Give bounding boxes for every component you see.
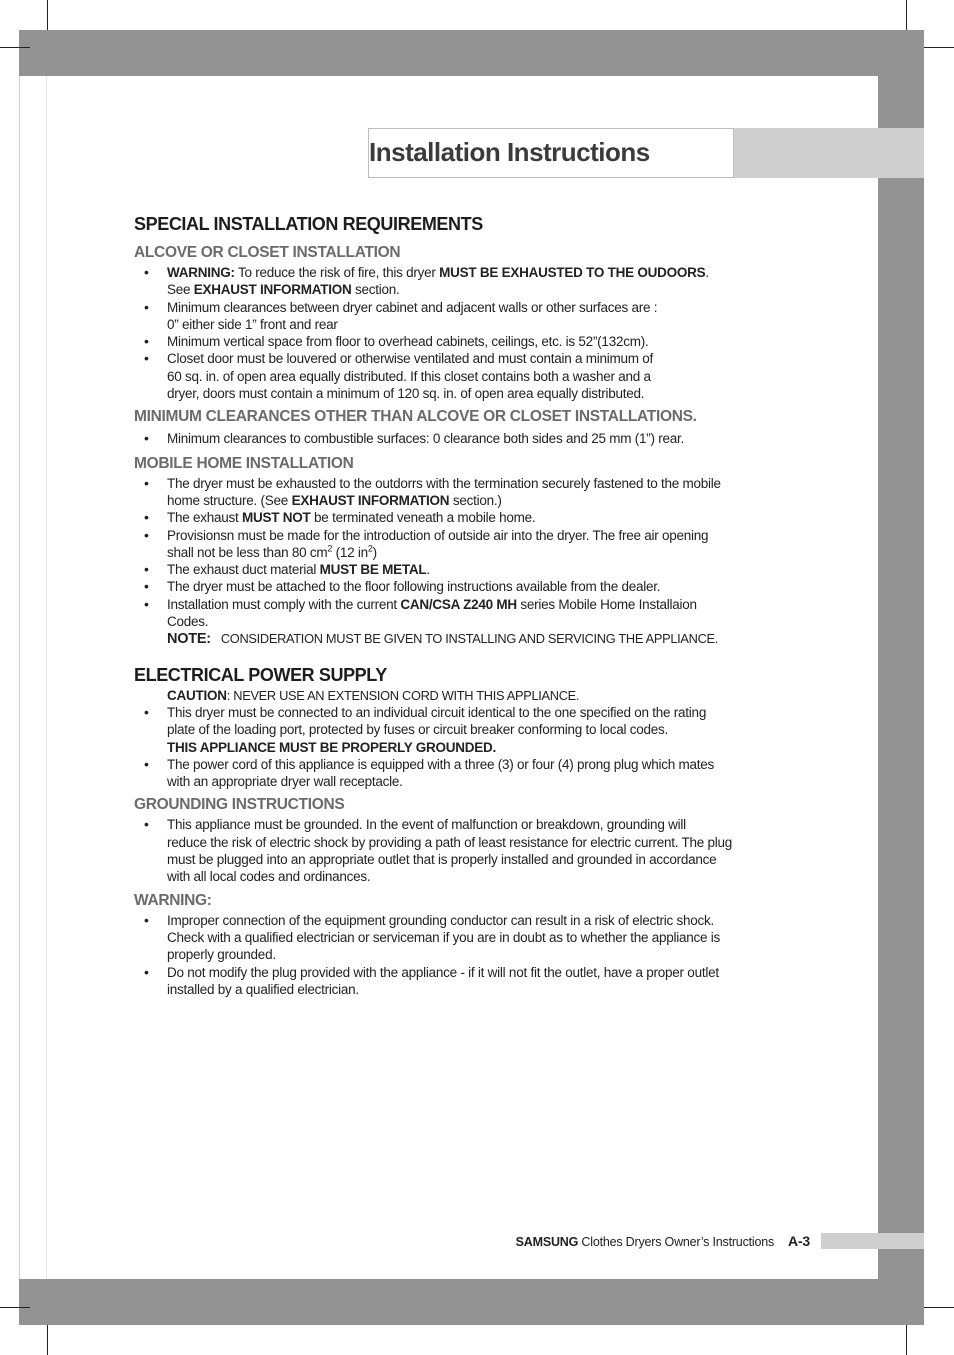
list-item: • The dryer must be attached to the floor following instructions available from the dealer. [134, 578, 799, 595]
crop-mark [906, 1325, 907, 1355]
crop-mark [47, 0, 48, 30]
footer-brand: SAMSUNG [515, 1235, 579, 1249]
right-gray-band [878, 76, 924, 1279]
footer [0, 1233, 810, 1249]
footer-tab [821, 1233, 924, 1249]
list-item: • Do not modify the plug provided with the appliance - if it will not fit the outlet, have a proper outlet installed by a qualified electrician. [134, 964, 799, 999]
subsection-title: WARNING: [134, 891, 212, 909]
power-list [134, 704, 799, 790]
crop-mark [47, 1325, 48, 1355]
page-number: A-3 [788, 1233, 810, 1249]
crop-mark [924, 47, 954, 48]
crop-mark [924, 1307, 954, 1308]
bottom-gray-band [19, 1279, 924, 1325]
list-item: • Improper connection of the equipment grounding conductor can result in a risk of electric shock. Check with a qualified electrician or serviceman if you are in doubt as to whether the appliance is properly grounded. [134, 912, 799, 964]
crop-mark [0, 47, 30, 48]
subsection-title: GROUNDING INSTRUCTIONS [134, 796, 345, 814]
caution-label: CAUTION [167, 687, 227, 703]
subsection-title: ALCOVE OR CLOSET INSTALLATION [134, 244, 401, 261]
list-item: • Closet door must be louvered or otherwise ventilated and must contain a minimum of 60 sq. in. of open area equally distributed. If this closet contains both a washer and a dryer, doors must contain a minimum of 120 sq. in. of open area equally distributed. [134, 350, 799, 402]
grounding-list [134, 816, 799, 885]
mobile-list [134, 475, 799, 631]
header-tab [734, 128, 924, 178]
footer-text: Clothes Dryers Owner’s Instructions [578, 1235, 775, 1249]
note [134, 630, 799, 648]
list-item: • Provisionsn must be made for the introduction of outside air into the dryer. The free air opening shall not be less than 80 $cm^2$ (12 $in^2$) [134, 527, 799, 562]
list-item: • Minimum clearances to combustible surfaces: 0 clearance both sides and 25 mm (1”) rear. [134, 430, 799, 447]
minimum-list [134, 430, 799, 447]
warning-list [134, 912, 799, 998]
crop-mark [0, 1307, 30, 1308]
subsection-title: MOBILE HOME INSTALLATION [134, 454, 354, 472]
list-item: • The dryer must be exhausted to the outdorrs with the termination securely fastened to the mobile home structure. (See EXHAUST INFORMATION section.) [134, 475, 799, 510]
section-title: ELECTRICAL POWER SUPPLY [134, 664, 387, 685]
page-title: Installation Instructions [369, 137, 650, 167]
list-item: • This appliance must be grounded. In the event of malfunction or breakdown, grounding will reduce the risk of electric shock by providing a path of least resistance for electric current. The plug must be plugged into an appropriate outlet that is properly installed and grounded in accordance with all local codes and ordinances. [134, 816, 799, 885]
left-margin-lines [19, 76, 47, 1279]
caution [134, 687, 799, 704]
top-gray-band [19, 30, 924, 76]
caution-text: : NEVER USE AN EXTENSION CORD WITH THIS APPLIANCE. [226, 687, 580, 703]
list-item: • The exhaust duct material MUST BE METAL. [134, 561, 799, 578]
content [134, 214, 799, 998]
note-label: NOTE: [167, 631, 211, 648]
list-item: • Installation must comply with the current CAN/CSA Z240 MH series Mobile Home Installaion Codes. [134, 596, 799, 631]
list-item: • Minimum clearances between dryer cabinet and adjacent walls or other surfaces are : 0” either side 1” front and rear [134, 299, 799, 334]
note-text: CONSIDERATION MUST BE GIVEN TO INSTALLING AND SERVICING THE APPLIANCE. [220, 631, 719, 647]
list-item: • The power cord of this appliance is equipped with a three (3) or four (4) prong plug which mates with an appropriate dryer wall receptacle. [134, 756, 799, 791]
list-item: • The exhaust MUST NOT be terminated veneath a mobile home. [134, 509, 799, 526]
alcove-list [134, 264, 799, 402]
section-title: SPECIAL INSTALLATION REQUIREMENTS [134, 214, 483, 234]
list-item: • Minimum vertical space from floor to overhead cabinets, ceilings, etc. is 52”(132cm). [134, 333, 799, 350]
crop-mark [906, 0, 907, 30]
list-item: • WARNING: To reduce the risk of fire, this dryer MUST BE EXHAUSTED TO THE OUDOORS. See EXHAUST INFORMATION section. [134, 264, 799, 299]
subsection-title: MINIMUM CLEARANCES OTHER THAN ALCOVE OR CLOSET INSTALLATIONS. [134, 408, 697, 426]
list-item: • This dryer must be connected to an individual circuit identical to the one specified on the rating plate of the loading port, protected by fuses or circuit breaker conforming to local codes. THIS APPLIANCE MUST BE PROPERLY GROUNDED. [134, 704, 799, 756]
